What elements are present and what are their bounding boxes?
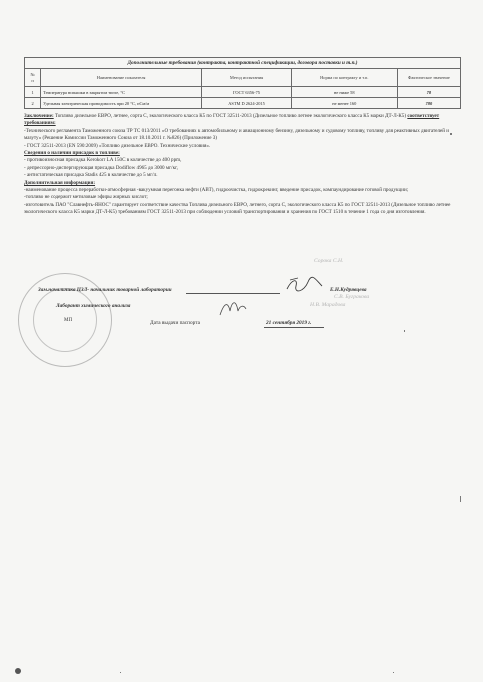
header-name: Наименование показателя — [41, 69, 202, 87]
row-fact: 780 — [397, 98, 460, 109]
date-underline — [264, 327, 324, 328]
issue-date-label: Дата выдачи паспорта — [150, 320, 200, 326]
conclusion-verdict: соответствует требованиям: — [24, 113, 440, 127]
ghost-text: Сорока С.Н. — [314, 258, 344, 264]
extra-info-line: -наименование процесса переработки-атмосферная -вакуумная перегонка нефти (АВТ), гидроочистка, гидрокрекинг, введение присадок, компаундирование готовой продукции; — [24, 187, 409, 194]
row-name: Удельная электрическая проводимость при 20 °С, пСм/м — [41, 98, 202, 109]
chief-name: Е.Н.Кудрявцева — [330, 287, 367, 293]
extra-info-line: -топливо не содержит метиловые эфиры жирных кислот; — [24, 194, 148, 201]
row-fact: 78 — [397, 87, 460, 98]
scan-dot — [120, 672, 121, 673]
conclusion-label: Заключение: — [24, 113, 54, 119]
conclusion-text: Топливо дизельное ЕВРО, летнее, сорта С, экологического класса К5 по ГОСТ 32511-2013 (Дизельное топливо летнее экологического класса К5 марки ДТ-Л-К5) — [53, 113, 408, 119]
conclusion-paragraph — [24, 113, 464, 128]
additives-label: Сведения о наличии присадок в топливе: — [24, 150, 120, 157]
table-row — [25, 87, 461, 98]
chief-title: Зам.начальника ЦЗЛ- начальник товарной лаборатории — [38, 287, 172, 293]
handwritten-signature-icon — [284, 274, 326, 296]
header-norm: Норма по контракту и т.п. — [291, 69, 397, 87]
conclusion-line: - ГОСТ 32511-2013 (EN 590:2009) «Топливо дизельное ЕВРО. Технические условия». — [24, 142, 211, 149]
chemist-title: Лаборант химического анализа — [56, 303, 131, 309]
scan-dot — [15, 668, 21, 674]
row-name: Температура вспышки в закрытом тигле, °С — [41, 87, 202, 98]
handwritten-signature-icon — [218, 297, 248, 319]
row-num: 2 — [25, 98, 41, 109]
ghost-text: Н.В. Марадова — [310, 302, 346, 308]
row-method: ASTM D 2624-2015 — [202, 98, 292, 109]
row-num: 1 — [25, 87, 41, 98]
issue-date: 21 сентября 2019 г. — [266, 320, 312, 326]
table-header-row — [25, 69, 461, 87]
table-caption-row — [25, 58, 461, 69]
conclusion-line: -Технического регламента Таможенного союза ТР ТС 013/2011 «О требованиях к автомобильному и авиационному бензину, дизельному и судовому топливу, топливу для реактивных двигателей и мазуту» (Решение Комиссии Таможенного Союза от 18.10.2011 г. №826) (Приложение 3) — [24, 127, 450, 142]
header-fact: Фактическое значение — [397, 69, 460, 87]
header-num: № п — [25, 69, 41, 87]
additive-line: - депрессорно-диспергирующая присадка Dodiflow 4965 до 3000 мг/кг, — [24, 164, 178, 171]
table-caption: Дополнительные требования (контракта, контрактной спецификации, договора поставки и т.п.) — [25, 58, 461, 69]
ghost-text: С.В. Бугракова — [334, 294, 370, 300]
extra-info-line: -изготовитель ПАО "Славнефть-ЯНОС" гарантирует соответствие качества Топлива дизельного ЕВРО, летнего, сорта С, экологического класса К5 по ГОСТ 32511-2013 (Дизельное топливо летнее экологического класса К5 марки ДТ-Л-К5) требованиям ГОСТ 32511-2013 при соблюдении условий транспортирования и хранения по ГОСТ 1510 в течение 1 года со дня изготовления. — [24, 201, 451, 216]
additive-line: - противоизносная присадка Kerokorr LA 150С в количестве до 400 ppm, — [24, 157, 182, 164]
stamp-mark: МП — [64, 318, 73, 323]
table-row — [25, 98, 461, 109]
conclusion-section — [24, 113, 464, 217]
row-method: ГОСТ 6356-75 — [202, 87, 292, 98]
scan-dot — [393, 672, 394, 673]
scan-dot — [404, 330, 405, 332]
scan-dot — [460, 496, 461, 502]
header-method: Метод испытания — [202, 69, 292, 87]
additive-line: - антистатическая присадка Stadis 425 в количестве до 5 мг/л. — [24, 172, 158, 179]
scan-dot — [450, 133, 452, 135]
row-norm: не менее 160 — [291, 98, 397, 109]
row-norm: не ниже 58 — [291, 87, 397, 98]
signature-line — [186, 293, 280, 294]
requirements-table — [24, 57, 461, 109]
extra-info-label: Дополнительная информация: — [24, 179, 96, 186]
